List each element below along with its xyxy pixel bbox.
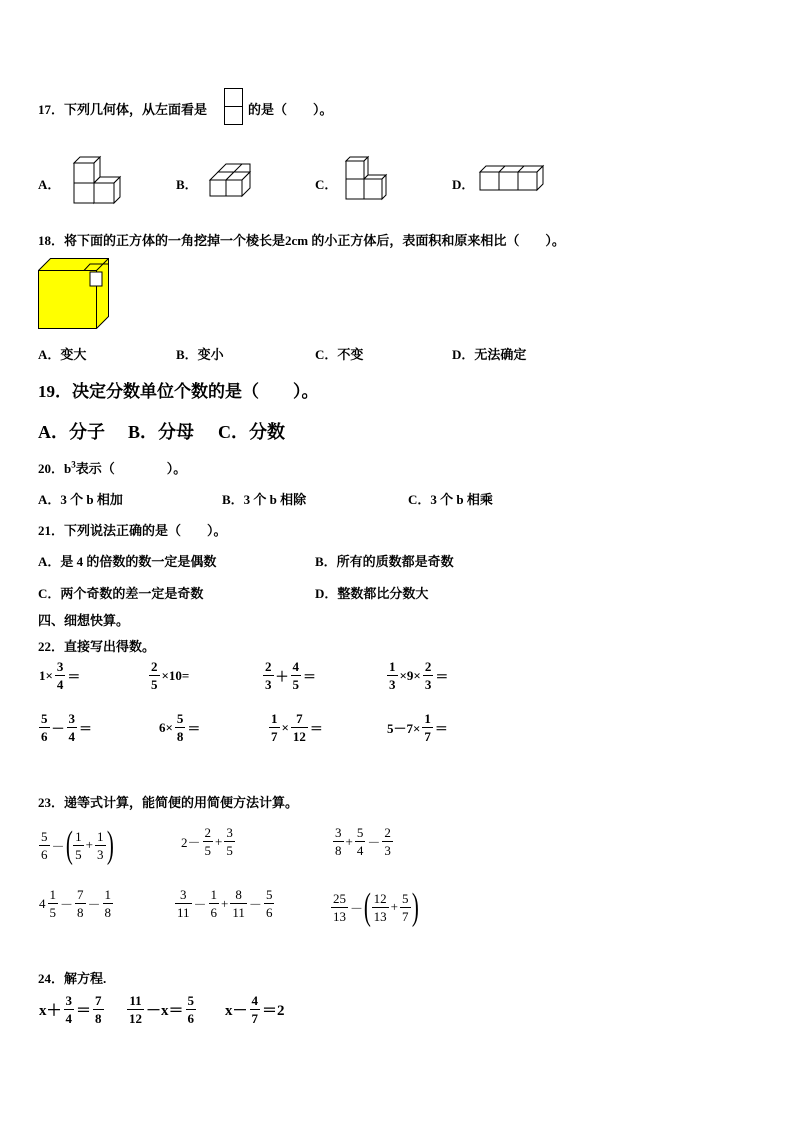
q22-expr-7[interactable]: $\frac{1}{7}$ × $\frac{7}{12}$ ＝ <box>271 711 323 744</box>
q22-expr-4[interactable]: $\frac{1}{3}$ ×9× $\frac{2}{3}$ ＝ <box>389 659 449 692</box>
q23-expr-3[interactable]: $\frac{3}{8}$ + $\frac{5}{4}$ － $\frac{2}{3}$ <box>335 825 391 858</box>
q19-option-c[interactable]: C．分数 <box>218 422 285 442</box>
q20-option-c[interactable]: C．3 个 b 相乘 <box>408 492 493 507</box>
q22-expr-8[interactable]: 5－7× $\frac{1}{7}$ ＝ <box>387 711 448 744</box>
q21-option-d[interactable]: D．整数都比分数大 <box>315 586 429 601</box>
q20-question <box>38 458 186 477</box>
q21-option-b[interactable]: B．所有的质数都是奇数 <box>315 554 454 569</box>
cut-cube-figure <box>38 258 112 330</box>
q18-option-c[interactable]: C．不变 <box>315 347 364 362</box>
q17-tail: 的是（ ）。 <box>248 102 333 117</box>
solid-b-figure <box>206 160 256 202</box>
q23-expr-5[interactable]: $\frac{3}{11}$ － $\frac{1}{6}$ + $\frac{8}{11}$ － $\frac{5}{6}$ <box>177 887 273 920</box>
q18-text: 18．将下面的正方体的一角挖掉一个棱长是2cm 的小正方体后，表面积和原来相比（ ）。 <box>38 233 565 248</box>
q21-text: 21．下列说法正确的是（ ）。 <box>38 523 227 538</box>
q23-expr-6[interactable]: $\frac{25}{13}$ － ( $\frac{12}{13}$ + $\frac{5}{7}$ ) <box>333 886 419 928</box>
section-heading: 四、细想快算。 <box>38 613 130 628</box>
q17-text: 17．下列几何体，从左面看是 <box>38 102 208 117</box>
q22-expr-5[interactable]: $\frac{5}{6}$ － $\frac{3}{4}$ ＝ <box>41 711 93 744</box>
q17-question <box>38 99 207 118</box>
solid-c-figure <box>342 155 394 207</box>
q20-exponent: 3 <box>71 459 76 470</box>
q22-expr-1[interactable]: 1× $\frac{3}{4}$ ＝ <box>39 659 81 692</box>
q22-expr-6[interactable]: 6× $\frac{5}{8}$ ＝ <box>159 711 201 744</box>
q18-option-b[interactable]: B．变小 <box>176 347 224 362</box>
q19-text: 19．决定分数单位个数的是（ ）。 <box>38 382 319 401</box>
q23-text: 23．递等式计算，能简便的用简便方法计算。 <box>38 795 299 810</box>
q17-option-d[interactable]: D． <box>452 177 475 192</box>
q18-option-a[interactable]: A．变大 <box>38 347 87 362</box>
q22-expr-3[interactable]: $\frac{2}{3}$ ＋ $\frac{4}{5}$ ＝ <box>265 659 317 692</box>
q22-expr-2[interactable]: $\frac{2}{5}$ ×10= <box>151 659 190 692</box>
q24-equation-3[interactable]: x－ $\frac{4}{7}$ ＝2 <box>225 993 285 1026</box>
q23-expr-1[interactable]: $\frac{5}{6}$ － ( $\frac{1}{5}$ + $\frac{1}{3}$ ) <box>41 824 114 866</box>
solid-a-figure <box>68 155 124 207</box>
q24-equation-2[interactable]: $\frac{11}{12}$ －x＝ $\frac{5}{6}$ <box>129 993 195 1026</box>
q18-option-d[interactable]: D．无法确定 <box>452 347 527 362</box>
q17-option-c[interactable]: C． <box>315 177 338 192</box>
q17-option-b[interactable]: B． <box>176 177 198 192</box>
q24-text: 24．解方程. <box>38 971 107 986</box>
left-view-figure <box>224 88 244 128</box>
solid-d-figure <box>478 164 544 194</box>
q22-text: 22．直接写出得数。 <box>38 639 156 654</box>
q20-tail: 表示（ ）。 <box>75 461 187 476</box>
q21-option-a[interactable]: A．是 4 的倍数的数一定是偶数 <box>38 554 217 569</box>
q19-option-a[interactable]: A．分子 <box>38 422 105 442</box>
q20-base: 20．b <box>38 461 72 476</box>
q20-option-a[interactable]: A．3 个 b 相加 <box>38 492 123 507</box>
q23-expr-2[interactable]: 2－ $\frac{2}{5}$ + $\frac{3}{5}$ <box>181 825 233 858</box>
q21-option-c[interactable]: C．两个奇数的差一定是奇数 <box>38 586 204 601</box>
q17-option-a[interactable]: A． <box>38 177 61 192</box>
q19-option-b[interactable]: B．分母 <box>128 422 195 442</box>
q23-expr-4[interactable]: 4 $\frac{1}{5}$ － $\frac{7}{8}$ － $\frac{1}{8}$ <box>39 887 112 920</box>
q24-equation-1[interactable]: x＋ $\frac{3}{4}$ ＝ $\frac{7}{8}$ <box>39 993 102 1026</box>
q20-option-b[interactable]: B．3 个 b 相除 <box>222 492 307 507</box>
